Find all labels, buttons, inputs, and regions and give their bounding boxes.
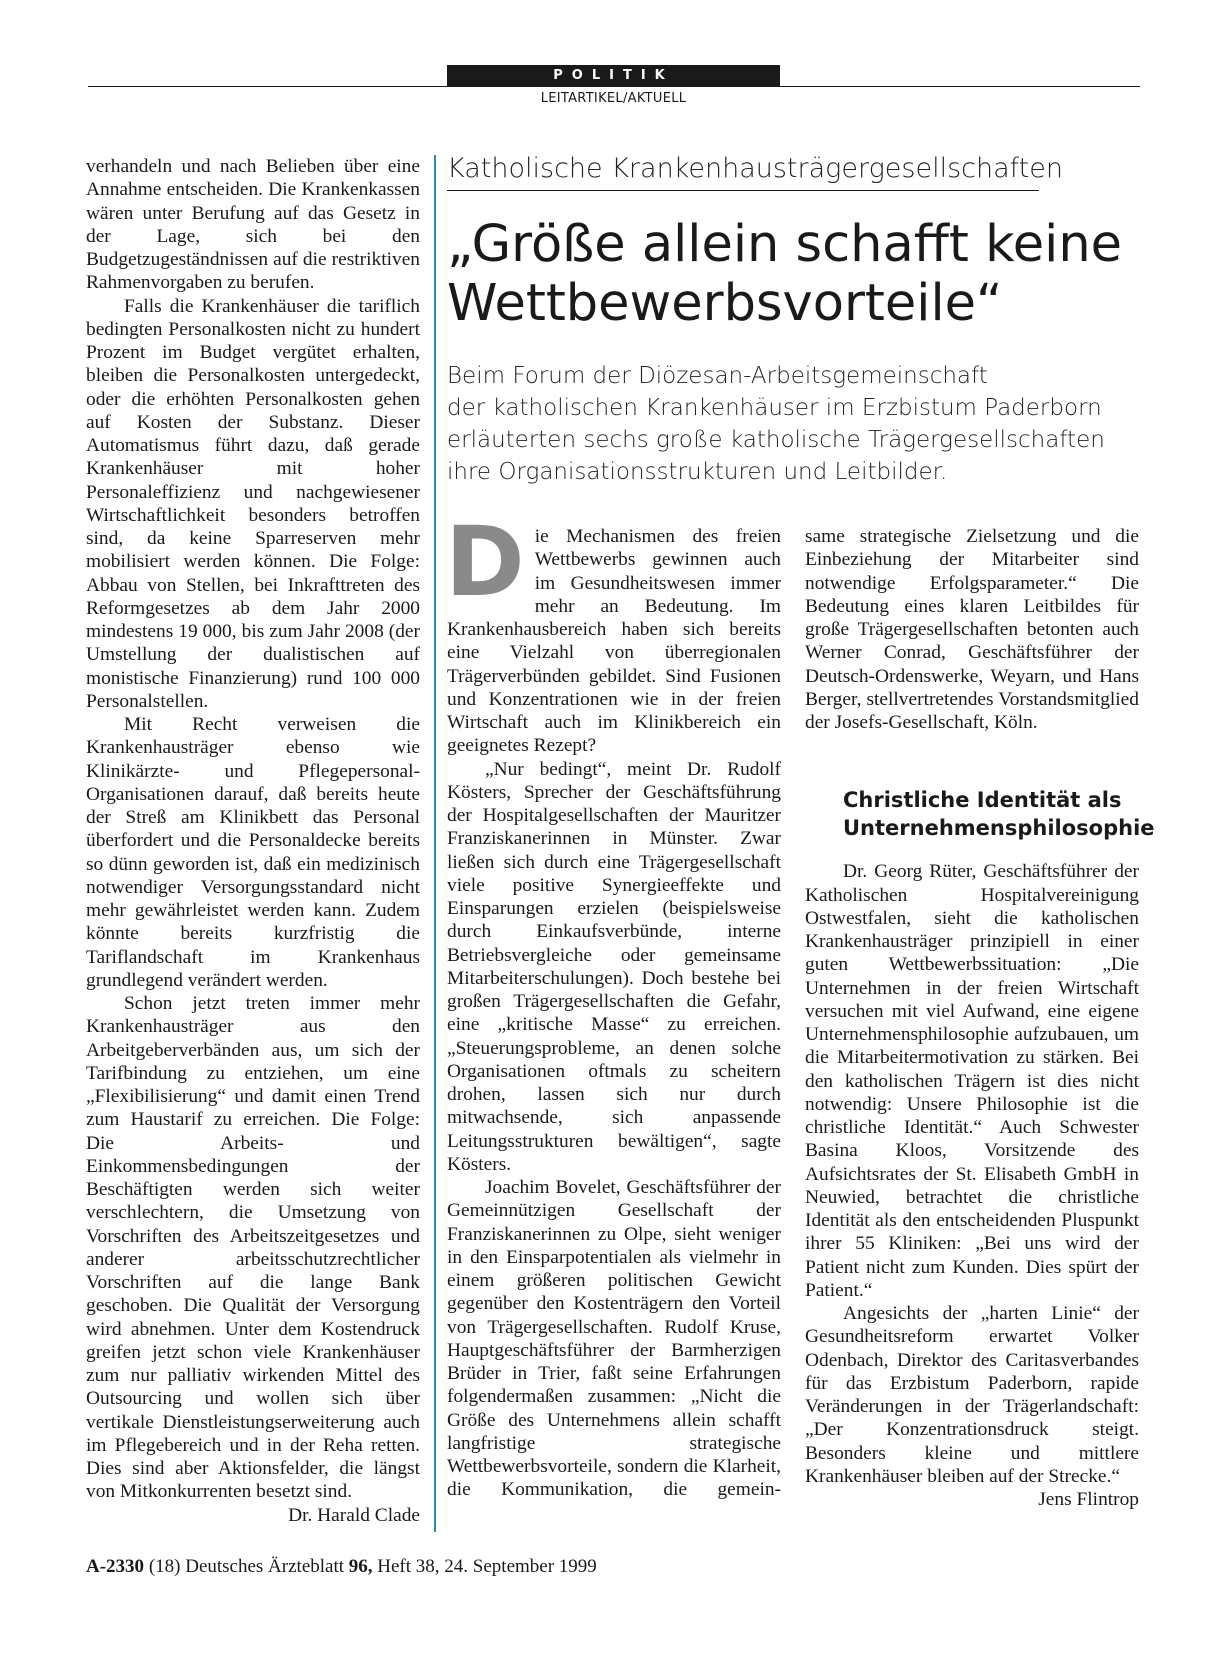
left-paragraph [86, 992, 420, 1526]
right-paragraph: Dr. Georg Rüter, Geschäftsführer der Katholischen Hospitalvereinigung Ostwestfalen, sieht die katholischen Krankenhausträger prinzipiell in einer guten Wettbewerbssituation: „Die Unternehmen in der freien Wirtschaft versuchen mit viel Aufwand, eine eigene Unternehmensphilosophie aufzubauen, um die Mitarbeitermotivation zu stärken. Bei den katholischen Trägern ist dies nicht notwendig: Unsere Philosophie ist die christliche Identität.“ Auch Schwester Basina Kloos, Vorsitzende des Aufsichtsrates der St. Elisabeth GmbH in Neuwied, betrachtet die christliche Identität als den entscheidenden Pluspunkt ihrer 55 Kliniken: „Bei uns wird der Patient nicht zum Kunden. Dies spürt der Patient.“ [805, 861, 1139, 1301]
left-author: Dr. Harald Clade [288, 1504, 420, 1526]
right-paragraph: same strategische Zielsetzung und die Einbeziehung der Mitarbeiter sind notwendige Erfolgsparameter.“ Die Bedeutung eines klaren Leitbildes für große Trägergesellschaften betonten auch Werner Conrad, Geschäftsführer der Deutsch-Ordenswerke, Weyarn, und Hans Berger, stellvertretendes Vorstandsmitglied der Josefs-Gesellschaft, Köln. [805, 526, 1139, 733]
left-paragraph: Mit Recht verweisen die Krankenhausträger ebenso wie Klinikärzte- und Pflegepersonal-Organisationen darauf, daß bereits heute der Streß am Klinikbett das Personal überfordert und die Personaldecke bereits so dünn geworden ist, daß ein medizinisch notwendiger Versorgungsstandard nicht mehr gewährleistet werden kann. Zudem könnte bereits kurzfristig die Tariflandschaft im Krankenhaus grundlegend verändert werden. [86, 714, 420, 991]
right-author: Jens Flintrop [1038, 1489, 1139, 1510]
deck-line: erläuterten sechs große katholische Trägergesellschaften [447, 427, 1105, 453]
column-divider [434, 155, 436, 1532]
mid-paragraph: Joachim Bovelet, Geschäftsführer der Gemeinnützigen Gesellschaft der Franziskanerinnen zu Olpe, sieht weniger in den Einsparpotentialen als vielmehr in einem größeren politischen Gewicht gegenüber den Kostenträgern den Vorteil von Trägergesellschaften. Rudolf Kruse, Hauptgeschäftsführer der Barmherzigen Brüder in Trier, faßt seine Erfahrungen folgendermaßen zusammen: „Nicht die Größe des Unternehmens allein schafft langfristige strategische Wettbewerbsvorteile, sondern die Klarheit, die Kommunikation, die gemein- [447, 1177, 781, 1501]
mid-first-text: ie Mechanismen des freien Wettbewerbs gewinnen auch im Gesundheitswesen immer mehr an Bedeutung. Im Krankenhausbereich haben sich bereits eine Vielzahl von überregionalen Trägerverbünden gebildet. Sind Fusionen und Konzentrationen wie in der freien Wirtschaft auch im Klinikbereich ein geeignetes Rezept? [447, 526, 781, 757]
right-last-paragraph-text: Angesichts der „harten Linie“ der Gesundheitsreform erwartet Volker Odenbach, Direktor des Caritasverbandes für das Erzbistum Paderborn, rapide Veränderungen in der Trägerlandschaft: „Der Konzentrationsdruck steigt. Besonders kleine und mittlere Krankenhäuser bleiben auf der Strecke.“ [805, 1303, 1139, 1487]
headline-line: Wettbewerbsvorteile“ [447, 274, 1003, 333]
mid-paragraph: „Nur bedingt“, meint Dr. Rudolf Kösters, Sprecher der Geschäftsführung der Hospitalgesellschaften der Mauritzer Franziskanerinnen in Münster. Zwar ließen sich durch eine Trägergesellschaft viele positive Synergieeffekte und Einsparungen erzielen (beispielsweise durch Einkaufsverbünde, interne Betriebsvergleiche oder gemeinsame Mitarbeiterschulungen). Doch bestehe bei großen Trägergesellschaften die Gefahr, eine „kritische Masse“ zu erreichen. „Steuerungsprobleme, an denen solche Organisationen oftmals zu scheitern drohen, lassen sich nur durch mitwachsende, sich anpassende Leitungsstrukturen bewältigen“, sagte Kösters. [447, 758, 781, 1175]
subsection-label: LEITARTIKEL/AKTUELL [540, 91, 687, 106]
middle-column [445, 506, 781, 1502]
article-kicker: Katholische Krankenhausträgergesellschaften [447, 152, 1039, 191]
journal-issue: Heft 38, 24. September 1999 [377, 1556, 597, 1577]
subheading-line: Christliche Identität als [843, 788, 1122, 813]
left-paragraph: Falls die Krankenhäuser die tariflich bedingten Personalkosten nicht zu hundert Prozent im Budget vergütet erhalten, bleiben die Personalkosten untergedeckt, oder die erhöhten Personalkosten gehen auf Kosten der Substanz. Dieser Automatismus führt dazu, daß gerade Krankenhäuser mit hoher Personaleffizienz und nachgewiesener Wirtschaftlichkeit besonders betroffen sind, da keine Sparreserven mehr mobilisiert werden können. Die Folge: Abbau von Stellen, bei Inkrafttreten des Reformgesetzes ab dem Jahr 2000 mindestens 19 000, bis zum Jahr 2008 (der Umstellung der dualistischen auf monistische Finanzierung) rund 100 000 Personalstellen. [86, 295, 420, 712]
article-deck [447, 360, 1147, 488]
journal-name: Deutsches Ärzteblatt [185, 1556, 345, 1577]
journal-volume: 96, [348, 1556, 373, 1577]
left-last-paragraph-text: Schon jetzt treten immer mehr Krankenhausträger aus den Arbeitgeberverbänden aus, um sich der Tarifbindung zu entziehen, um eine „Flexibilisierung“ und damit einen Trend zum Haustarif zu erreichen. Die Folge: Die Arbeits- und Einkommensbedingungen der Beschäftigten werden sich weiter verschlechtern, die Umsetzung von Vorschriften des Arbeitszeitgesetzes und anderer arbeitsschutzrechtlicher Vorschriften auf die lange Bank geschoben. Die Qualität der Versorgung wird abnehmen. Unter dem Kostendruck greifen jetzt schon viele Krankenhäuser zum nur palliativ wirkenden Mittel des Outsourcing und wollen sich über vertikale Dienstleistungserweiterung auch im Pflegebereich und in der Reha retten. Dies sind aber Aktionsfelder, die längst von Mitkonkurrenten besetzt sind. [86, 993, 420, 1503]
right-column [805, 525, 1155, 1511]
header-rule [88, 86, 1140, 87]
page-paren: (18) [148, 1556, 181, 1577]
subheading-line: Unternehmensphilosophie [843, 816, 1155, 841]
deck-line: der katholischen Krankenhäuser im Erzbistum Paderborn [447, 395, 1102, 421]
page-number: A-2330 [86, 1556, 145, 1577]
drop-cap: D [445, 506, 525, 618]
deck-line: Beim Forum der Diözesan-Arbeitsgemeinschaft [447, 363, 988, 389]
article-headline [447, 215, 1147, 333]
subheading [843, 786, 1155, 842]
left-column [86, 155, 420, 1527]
section-label: POLITIK [447, 65, 780, 86]
mid-paragraph [445, 506, 781, 758]
deck-line: ihre Organisationsstrukturen und Leitbilder. [447, 459, 948, 485]
right-paragraph [805, 1302, 1139, 1510]
page-footer [86, 1556, 597, 1578]
left-paragraph: verhandeln und nach Belieben über eine Annahme entscheiden. Die Krankenkassen wären unter Berufung auf das Gesetz in der Lage, sich bei den Budgetzugeständnissen auf die restriktiven Rahmenvorgaben zu berufen. [86, 156, 420, 294]
headline-line: „Größe allein schafft keine [447, 215, 1123, 274]
